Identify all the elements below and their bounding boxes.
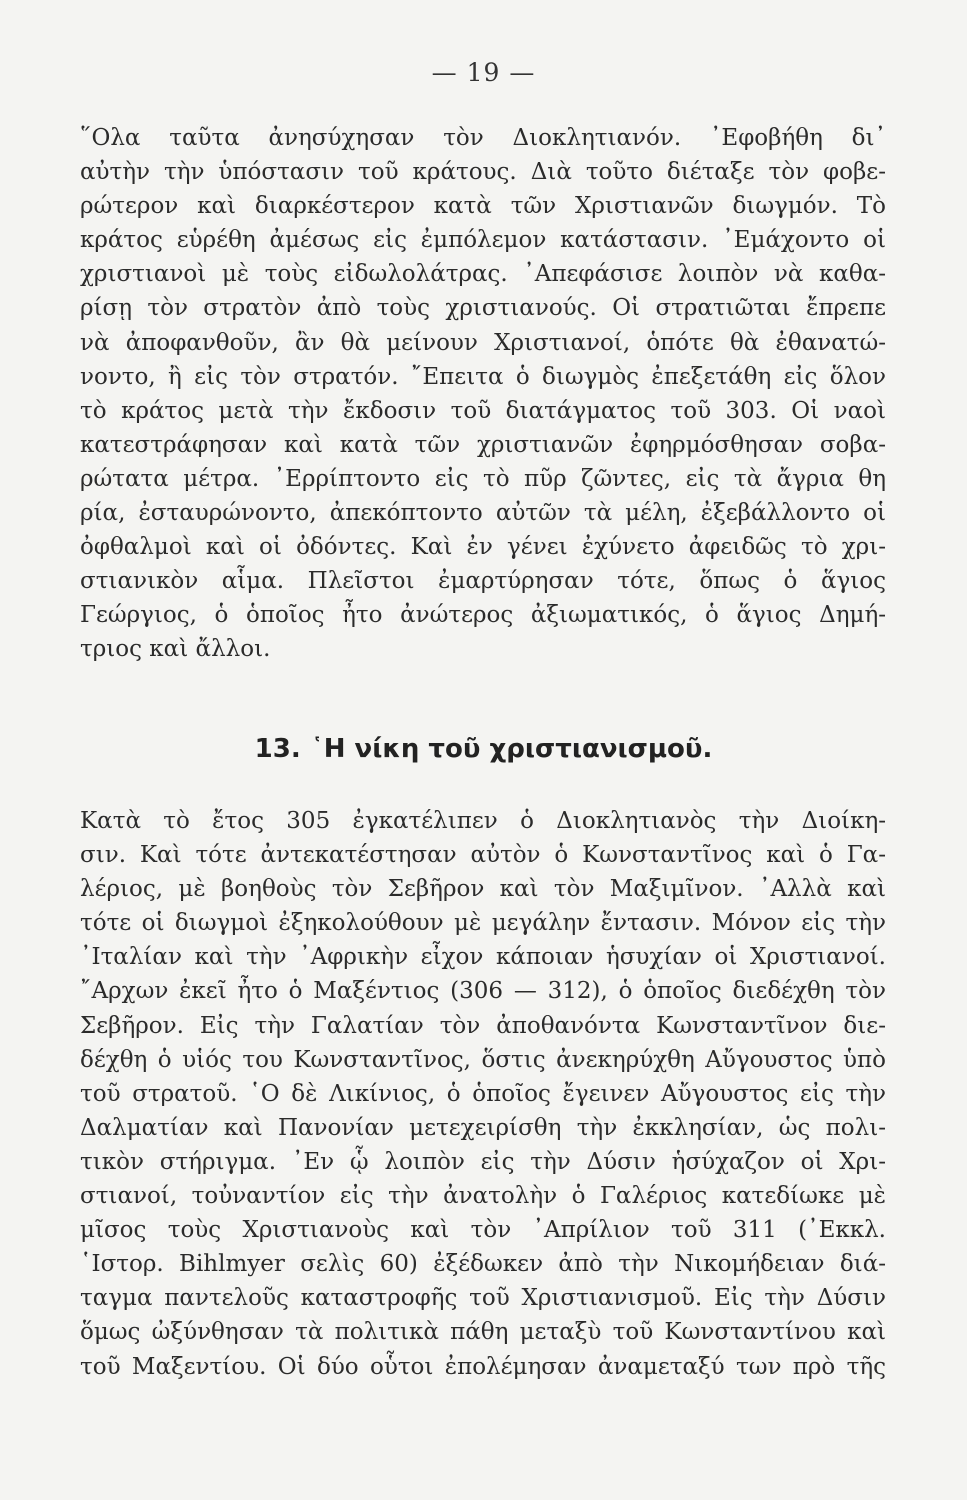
text-line: νοντο, ἢ εἰς τὸν στρατόν. ῎Επειτα ὁ διωγμὸς ἐπεξετάθη εἰς ὅλον — [80, 363, 886, 390]
text-line: ρώτατα μέτρα. ᾿Ερρίπτοντο εἰς τὸ πῦρ ζῶντες, εἰς τὰ ἄγρια θη — [80, 465, 886, 492]
section-heading — [0, 734, 967, 764]
text-line: ὅμως ὠξύνθησαν τὰ πολιτικὰ πάθη μεταξὺ τοῦ Κωνσταντίνου καὶ — [80, 1319, 886, 1346]
paragraph-persecution — [80, 121, 886, 667]
text-line: αὐτὴν τὴν ὑπόστασιν τοῦ κράτους. Διὰ τοῦτο διέταξε τὸν φοβε- — [80, 159, 886, 186]
text-line: κράτος εὑρέθη ἀμέσως εἰς ἐμπόλεμον κατάστασιν. ᾿Εμάχοντο οἱ — [80, 227, 886, 254]
text-line: ρία, ἐσταυρώνοντο, ἀπεκόπτοντο αὐτῶν τὰ μέλη, ἐξεβάλλοντο οἱ — [80, 500, 886, 527]
text-line: τὸ κράτος μετὰ τὴν ἔκδοσιν τοῦ διατάγματος τοῦ 303. Οἱ ναοὶ — [80, 397, 886, 424]
text-line: στιανικὸν αἷμα. Πλεῖστοι ἐμαρτύρησαν τότε, ὅπως ὁ ἅγιος — [80, 568, 886, 595]
text-line: στιανοί, τοὐναντίον εἰς τὴν ἀνατολὴν ὁ Γαλέριος κατεδίωκε μὲ — [80, 1183, 886, 1210]
text-line: ταγμα παντελοῦς καταστροφῆς τοῦ Χριστιανισμοῦ. Εἰς τὴν Δύσιν — [80, 1285, 886, 1312]
text-line: ρίσῃ τὸν στρατὸν ἀπὸ τοὺς χριστιανούς. Οἱ στρατιῶται ἔπρεπε — [80, 295, 886, 322]
text-line: νὰ ἀποφανθοῦν, ἂν θὰ μείνουν Χριστιανοί, ὁπότε θὰ ἐθανατώ- — [80, 329, 886, 356]
page-number: — 19 — — [431, 58, 536, 87]
text-line: τοῦ Μαξεντίου. Οἱ δύο οὗτοι ἐπολέμησαν ἀναμεταξύ των πρὸ τῆς — [80, 1353, 886, 1380]
text-line: Σεβῆρον. Εἰς τὴν Γαλατίαν τὸν ἀποθανόντα Κωνσταντῖνον διε- — [80, 1012, 886, 1039]
section-title: ῾Η νίκη τοῦ χριστιανισμοῦ. — [310, 734, 713, 764]
text-line: μῖσος τοὺς Χριστιανοὺς καὶ τὸν ᾿Απρίλιον τοῦ 311 (᾿Εκκλ. — [80, 1217, 886, 1244]
text-line: ῎Αρχων ἐκεῖ ἦτο ὁ Μαξέντιος (306 — 312), ὁ ὁποῖος διεδέχθη τὸν — [80, 978, 886, 1005]
text-line: ρώτερον καὶ διαρκέστερον κατὰ τῶν Χριστιανῶν διωγμόν. Τὸ — [80, 193, 886, 220]
text-line: ῞Ολα ταῦτα ἀνησύχησαν τὸν Διοκλητιανόν. ᾿Εφοβήθη δι᾿ — [80, 125, 886, 151]
text-line: σιν. Καὶ τότε ἀντεκατέστησαν αὐτὸν ὁ Κωνσταντῖνος καὶ ὁ Γα- — [80, 842, 886, 869]
text-line: Κατὰ τὸ ἔτος 305 ἐγκατέλιπεν ὁ Διοκλητιανὸς τὴν Διοίκη- — [80, 808, 886, 834]
text-line: Δαλματίαν καὶ Πανονίαν μετεχειρίσθη τὴν ἐκκλησίαν, ὡς πολι- — [80, 1114, 886, 1141]
text-line: τοῦ στρατοῦ. ῾Ο δὲ Λικίνιος, ὁ ὁποῖος ἔγεινεν Αὔγουστος εἰς τὴν — [80, 1080, 886, 1107]
text-line: Γεώργιος, ὁ ὁποῖος ἦτο ἀνώτερος ἀξιωματικός, ὁ ἅγιος Δημή- — [80, 602, 886, 629]
text-line: λέριος, μὲ βοηθοὺς τὸν Σεβῆρον καὶ τὸν Μαξιμῖνον. ᾿Αλλὰ καὶ — [80, 876, 886, 903]
paragraph-victory — [80, 804, 886, 1384]
text-line: τότε οἱ διωγμοὶ ἐξηκολούθουν μὲ μεγάλην ἔντασιν. Μόνον εἰς τὴν — [80, 910, 886, 937]
text-line: δέχθη ὁ υἱός του Κωνσταντῖνος, ὅστις ἀνεκηρύχθη Αὔγουστος ὑπὸ — [80, 1046, 886, 1073]
text-line: τικὸν στήριγμα. ᾿Εν ᾧ λοιπὸν εἰς τὴν Δύσιν ἡσύχαζον οἱ Χρι- — [80, 1148, 886, 1175]
text-line: ῾Ιστορ. Bihlmyer σελὶς 60) ἐξέδωκεν ἀπὸ τὴν Νικομήδειαν διά- — [80, 1251, 886, 1278]
section-number: 13. — [254, 734, 301, 764]
text-line: ὀφθαλμοὶ καὶ οἱ ὀδόντες. Καὶ ἐν γένει ἐχύνετο ἀφειδῶς τὸ χρι- — [80, 534, 886, 561]
text-line: τριος καὶ ἄλλοι. — [80, 636, 271, 663]
text-line: κατεστράφησαν καὶ κατὰ τῶν χριστιανῶν ἐφηρμόσθησαν σοβα- — [80, 431, 886, 458]
text-line: χριστιανοὶ μὲ τοὺς εἰδωλολάτρας. ᾿Απεφάσισε λοιπὸν νὰ καθα- — [80, 261, 886, 288]
text-line: ᾿Ιταλίαν καὶ τὴν ᾿Αφρικὴν εἶχον κάποιαν ἡσυχίαν οἱ Χριστιανοί. — [80, 944, 886, 971]
